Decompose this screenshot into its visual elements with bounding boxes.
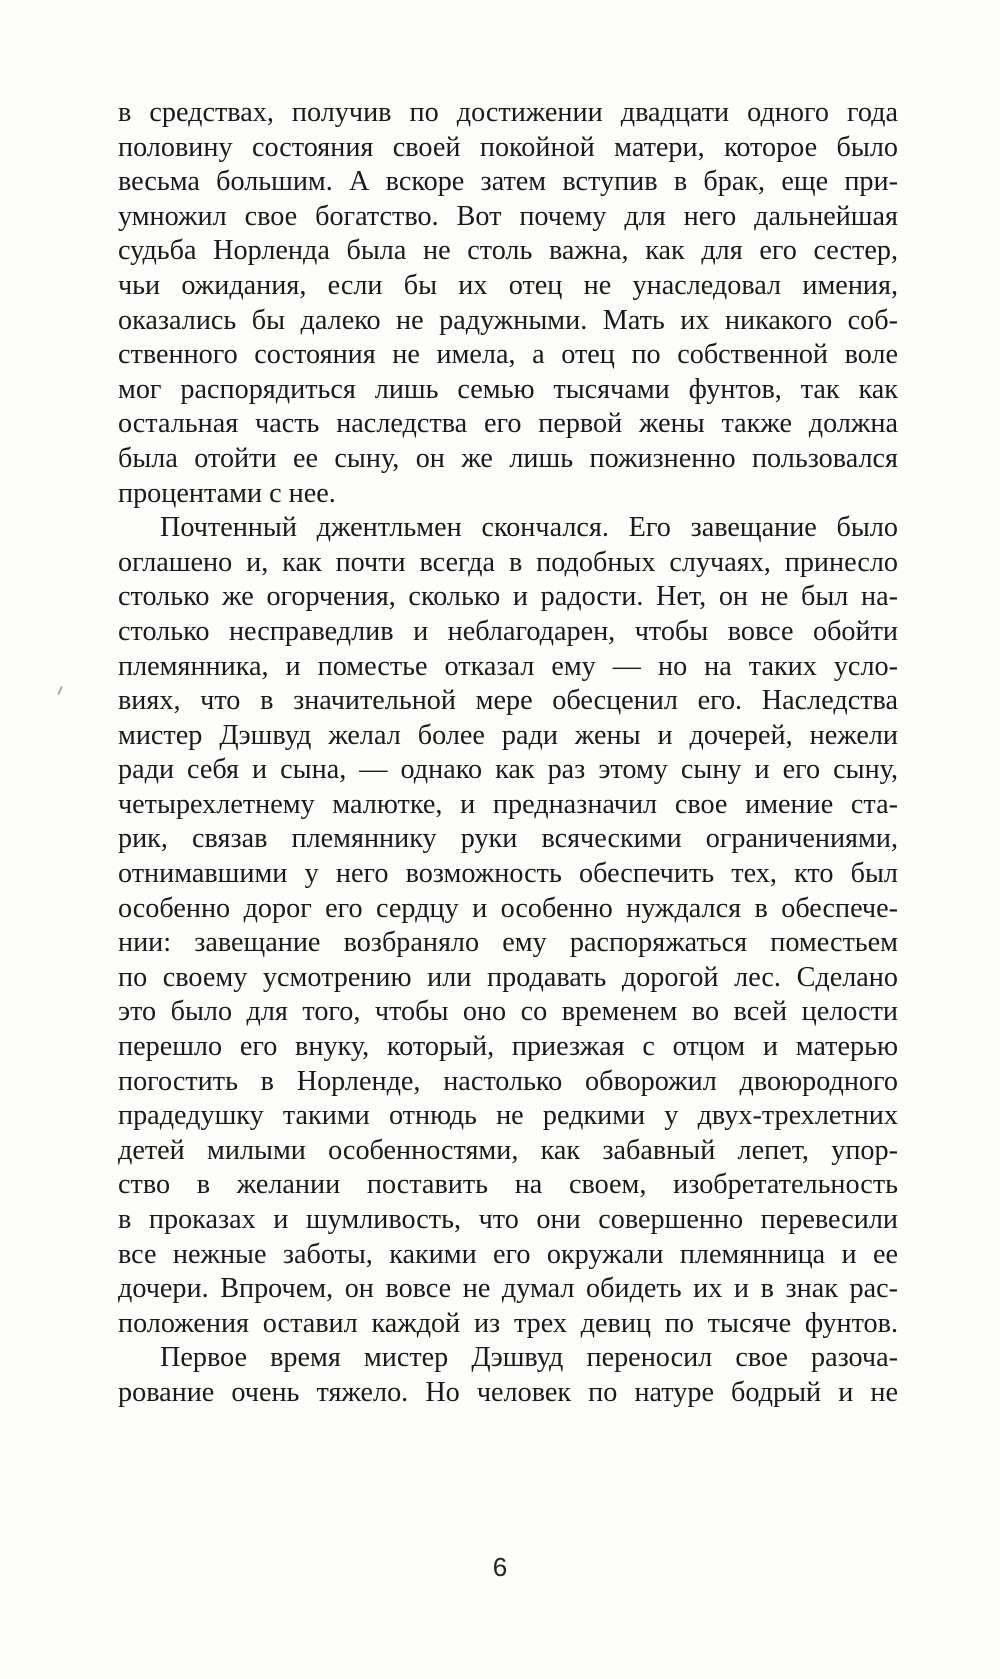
- text-line: детей милыми особенностями, как забавный лепет, упор-: [118, 1134, 898, 1166]
- page-body: [118, 96, 898, 1411]
- text-line: виях, что в значительной мере обесценил его. Наследства: [118, 685, 898, 717]
- text-line: половину состояния своей покойной матери, которое было: [118, 131, 898, 163]
- text-line: отнимавшими у него возможность обеспечить тех, кто был: [118, 858, 898, 890]
- text-line: весьма большим. А вскоре затем вступив в брак, еще при-: [118, 166, 898, 198]
- text-line: положения оставил каждой из трех девиц по тысяче фунтов.: [118, 1307, 898, 1339]
- text-line: это было для того, чтобы оно со временем во всей целости: [118, 996, 898, 1028]
- text-line: оказались бы далеко не радужными. Мать их никакого соб-: [118, 304, 898, 336]
- text-line: Первое время мистер Дэшвуд переносил свое разоча-: [160, 1342, 898, 1374]
- page-number: 6: [492, 1552, 508, 1582]
- text-line: оглашено и, как почти всегда в подобных случаях, принесло: [118, 546, 898, 578]
- text-line: была отойти ее сыну, он же лишь пожизненно пользовался: [118, 442, 898, 474]
- text-line: особенно дорог его сердцу и особенно нуждался в обеспече-: [118, 892, 898, 924]
- text-line: перешло его внуку, который, приезжая с отцом и матерью: [118, 1031, 898, 1063]
- text-line: все нежные заботы, какими его окружали племянница и ее: [118, 1238, 898, 1270]
- text-line: чьи ожидания, если бы их отец не унаследовал имения,: [118, 269, 898, 301]
- text-line: мог распорядиться лишь семью тысячами фунтов, так как: [118, 373, 898, 405]
- text-line: в средствах, получив по достижении двадцати одного года: [118, 97, 898, 128]
- text-line: ради себя и сына, — однако как раз этому сыну и его сыну,: [118, 754, 898, 786]
- text-line: столько несправедлив и неблагодарен, чтобы вовсе обойти: [118, 615, 898, 647]
- text-line: Почтенный джентльмен скончался. Его завещание было: [160, 512, 898, 544]
- text-line: дочери. Впрочем, он вовсе не думал обидеть их и в знак рас-: [118, 1273, 898, 1305]
- text-line: ственного состояния не имела, а отец по собственной воле: [118, 339, 898, 371]
- stray-mark: [57, 686, 63, 695]
- text-line: рик, связав племяннику руки всяческими ограничениями,: [118, 823, 898, 855]
- text-line: столько же огорчения, сколько и радости. Нет, он не был на-: [118, 581, 898, 613]
- text-line: умножил свое богатство. Вот почему для него дальнейшая: [118, 200, 898, 232]
- text-line: мистер Дэшвуд желал более ради жены и дочерей, нежели: [118, 719, 898, 751]
- text-line: судьба Норленда была не столь важна, как для его сестер,: [118, 235, 898, 267]
- text-line: в проказах и шумливость, что они совершенно перевесили: [118, 1204, 898, 1235]
- text-line: по своему усмотрению или продавать дорогой лес. Сделано: [118, 961, 898, 993]
- paragraph-3: [118, 1341, 898, 1410]
- text-line: погостить в Норленде, настолько обворожил двоюродного: [118, 1065, 898, 1097]
- text-line: четырехлетнему малютке, и предназначил свое имение ста-: [118, 788, 898, 820]
- text-line: племянника, и поместье отказал ему — но на таких усло-: [118, 650, 898, 682]
- paragraph-1: [118, 96, 898, 511]
- text-line: рование очень тяжело. Но человек по натуре бодрый и не: [118, 1376, 898, 1408]
- text-line: нии: завещание возбраняло ему распоряжаться поместьем: [118, 927, 898, 959]
- text-line: процентами с нее.: [118, 477, 336, 509]
- text-line: остальная часть наследства его первой жены также должна: [118, 408, 898, 440]
- paragraph-2: [118, 511, 898, 1341]
- text-line: ство в желании поставить на своем, изобретательность: [118, 1169, 898, 1201]
- text-line: прадедушку такими отнюдь не редкими у двух-трехлетних: [118, 1100, 898, 1132]
